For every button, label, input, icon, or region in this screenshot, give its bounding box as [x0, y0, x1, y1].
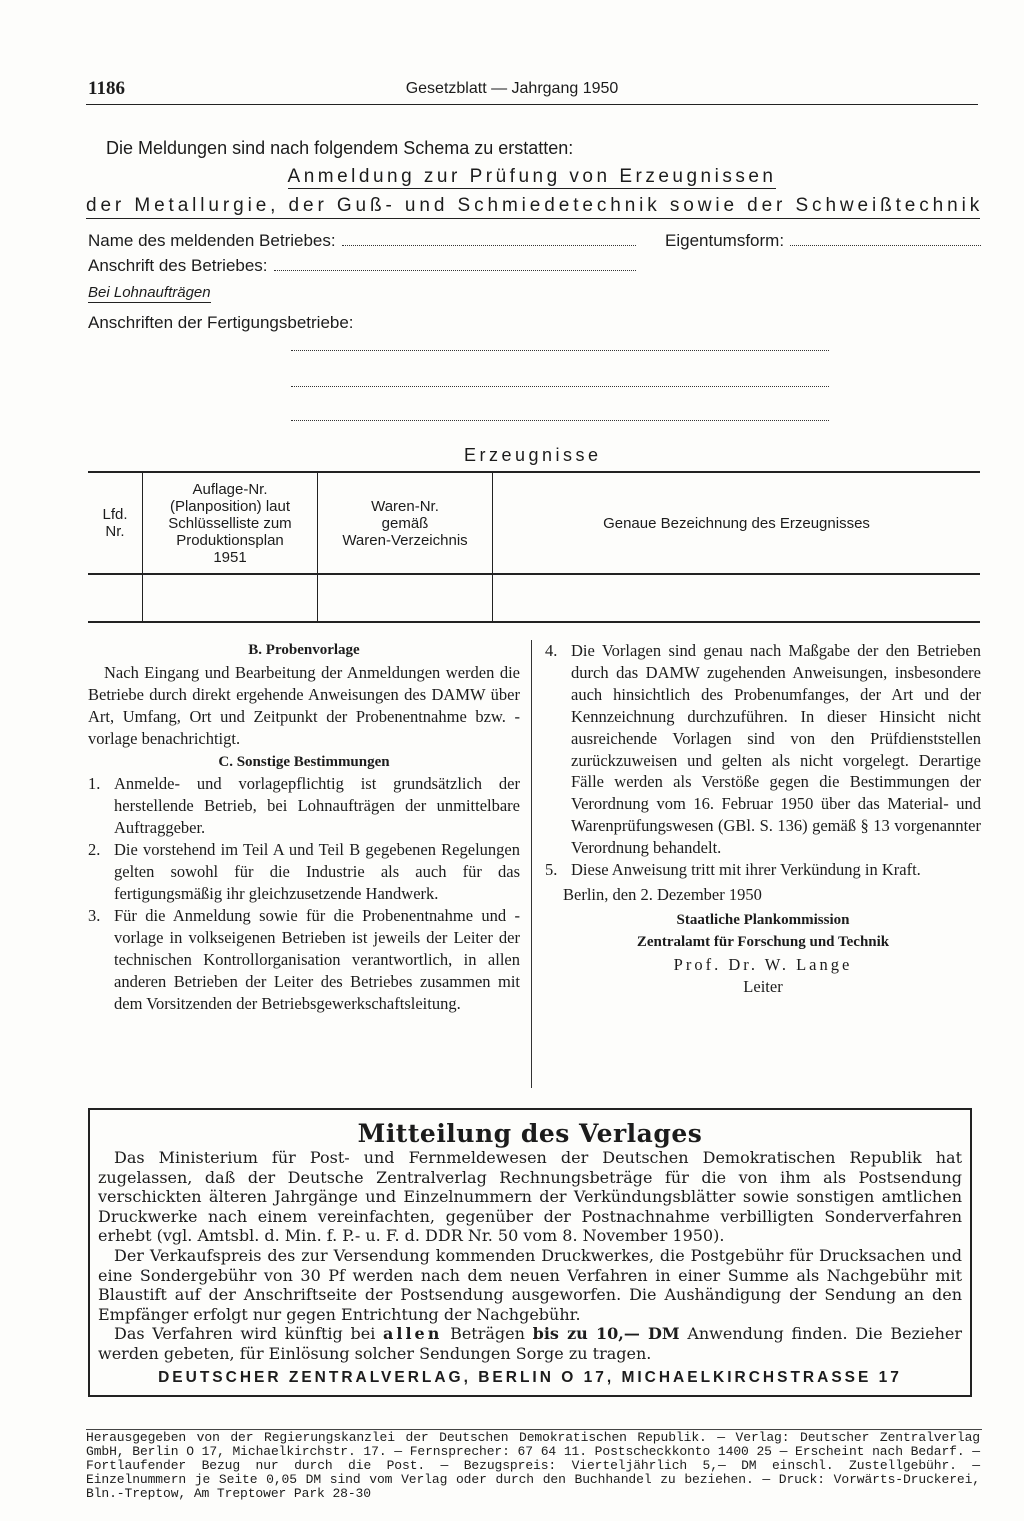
signature-name: Prof. Dr. W. Lange [673, 954, 853, 974]
list-item: 3. Für die Anmeldung sowie für die Probenentnahme und -vorlage in volkseigenen Betrieben ist jeweils der Leiter der technischen Kontrollorganisation verantwortlich, in allen anderen Betrieben der Leiter des Betriebes zusammen mit dem Vorsitzenden der Betriebsgewerkschaftsleitung. [88, 905, 520, 1013]
col-waren-nr: Waren-Nr. gemäß Waren-Verzeichnis [318, 472, 493, 574]
fertigung-label: Anschriften der Fertigungsbetriebe: [88, 313, 354, 332]
form-title-line2: der Metallurgie, der Guß- und Schmiedetechnik sowie der Schweißtechnik [86, 195, 980, 219]
fertigung-blank-1 [291, 350, 829, 351]
notice-para-2: Der Verkaufspreis des zur Versendung kommenden Druckwerkes, die Postgebühr für Drucksachen und eine Sondergebühr von 30 Pf werden nach dem neuen Verfahren in einer Summe als Nachgebühr mit Blaustift auf der Anschriftseite der Postsendung ausgeworfen. Die Aushändigung der Sendung an den Empfänger erfolgt nur gegen Entrichtung der Nachgebühr. [98, 1245, 962, 1324]
section-b-text: Nach Eingang und Bearbeitung der Anmeldungen werden die Betriebe durch direkt ergehende Anweisungen des DAMW über Art, Umfang, Ort und Zeitpunkt der Probenentnahme bzw. -vorlage benachrichtigt. [88, 662, 520, 748]
col-bezeichnung: Genaue Bezeichnung des Erzeugnisses [493, 472, 981, 574]
signature-org2: Zentralamt für Forschung und Technik [636, 933, 890, 950]
table-header-row [88, 472, 980, 574]
col-auflage-nr: Auflage-Nr. (Planposition) laut Schlüsselliste zum Produktionsplan 1951 [143, 472, 318, 574]
eigentum-label: Eigentumsform: [665, 231, 785, 250]
left-column [88, 640, 520, 1014]
table-cell [318, 574, 493, 622]
eigentum-blank [790, 231, 981, 246]
list-item: 1. Anmelde- und vorlagepflichtig ist grundsätzlich der herstellende Betrieb, bei Lohnaufträgen der unmittelbare Auftraggeber. [88, 774, 520, 838]
signature-role: Leiter [743, 976, 783, 996]
name-label: Name des meldenden Betriebes: [88, 231, 336, 250]
section-c-heading: C. Sonstige Bestimmungen [218, 753, 390, 770]
place-date: Berlin, den 2. Dezember 1950 [563, 884, 762, 904]
list-item: 5. Diese Anweisung tritt mit ihrer Verkündung in Kraft. [545, 860, 921, 880]
form-intro: Die Meldungen sind nach folgendem Schema zu erstatten: [106, 138, 574, 158]
notice-title: Mitteilung des Verlages [357, 1119, 703, 1148]
name-blank [342, 231, 636, 246]
table-title: Erzeugnisse [464, 445, 602, 465]
section-b-heading: B. Probenvorlage [248, 642, 360, 658]
signature-org1: Staatliche Plankommission [676, 911, 850, 928]
name-field [88, 231, 636, 251]
table-cell [143, 574, 318, 622]
lohn-label: Bei Lohnaufträgen [88, 284, 211, 301]
header-rule [86, 104, 978, 105]
notice-footer: DEUTSCHER ZENTRALVERLAG, BERLIN O 17, MICHAELKIRCHSTRASSE 17 [158, 1368, 902, 1386]
right-column [545, 640, 981, 998]
address-label: Anschrift des Betriebes: [88, 256, 268, 275]
notice-para-1: Das Ministerium für Post- und Fernmeldewesen der Deutschen Demokratischen Republik hat zugelassen, daß der Deutsche Zentralverlag Rechnungsbeträge für die von ihm als Postsendung verschickten älteren Jahrgänge und Einzelnummern der Verkündungsblätter sowie sonstigen amtlichen Druckwerke nach einem vereinfachten, gegenüber der Postnachnahme verbilligten Sonderverfahren erhebt (vgl. Amtsbl. d. Min. f. P.- u. F. d. DDR Nr. 50 vom 8. November 1950). [98, 1148, 962, 1246]
table-row [88, 574, 980, 622]
column-divider [531, 640, 532, 1088]
table-cell [493, 574, 981, 622]
notice-para-3: Das Verfahren wird künftig bei allen Beträgen bis zu 10,— DM Anwendung finden. Die Bezieher werden gebeten, für Einlösung solcher Sendungen Sorge zu tragen. [98, 1324, 963, 1363]
col-lfd-nr: Lfd. Nr. [102, 506, 128, 540]
list-item: 2. Die vorstehend im Teil A und Teil B gegebenen Regelungen gelten sowohl für die Industrie als auch für das fertigungsmäßig ihr gleichzusetzende Handwerk. [88, 840, 520, 903]
list-item: 4. Die Vorlagen sind genau nach Maßgabe der den Betrieben durch das DAMW zugehenden Anweisungen, insbesondere auch hinsichtlich des Probenumfanges, der Art und der Kennzeichnung durchzuführen. In dieser Hinsicht nicht ausreichende Vorlagen sind von den Prüfdienststellen zurückzuweisen und gelten als nicht vorgelegt. Derartige Fälle werden als Verstöße gegen die Bestimmungen der Verordnung vom 16. Februar 1950 über das Material- und Warenprüfungswesen (GBl. S. 136) gemäß § 13 vorgenannter Verordnung behandelt. [545, 641, 981, 858]
page-number: 1186 [88, 78, 125, 99]
form-title-line1: Anmeldung zur Prüfung von Erzeugnissen [287, 166, 777, 187]
address-blank [274, 256, 636, 271]
fertigung-blank-2 [291, 386, 829, 387]
table-cell [88, 574, 143, 622]
address-field [88, 256, 636, 276]
publisher-notice [88, 1108, 972, 1397]
fertigung-blank-3 [291, 420, 829, 421]
imprint: Herausgegeben von der Regierungskanzlei der Deutschen Demokratischen Republik. — Verlag: Deutscher Zentralverlag GmbH, Berlin O 17, Michaelkirchstr. 17. — Fernsprecher: 67 64 11. Postscheckkonto 1400 25 — Erscheint nach Bedarf. — Fortlaufender Bezug nur durch die Post. — Bezugspreis: Vierteljährlich 5,— DM einschl. Zustellgebühr. — Einzelnummern je Seite 0,05 DM sind vom Verlag oder durch den Buchhandel zu beziehen. — Druck: Vorwärts-Druckerei, Bln.-Treptow, Am Treptower Park 28-30 [86, 1430, 980, 1502]
eigentum-field [665, 231, 981, 251]
erzeugnisse-table [88, 471, 980, 623]
running-head: Gesetzblatt — Jahrgang 1950 [405, 80, 619, 97]
